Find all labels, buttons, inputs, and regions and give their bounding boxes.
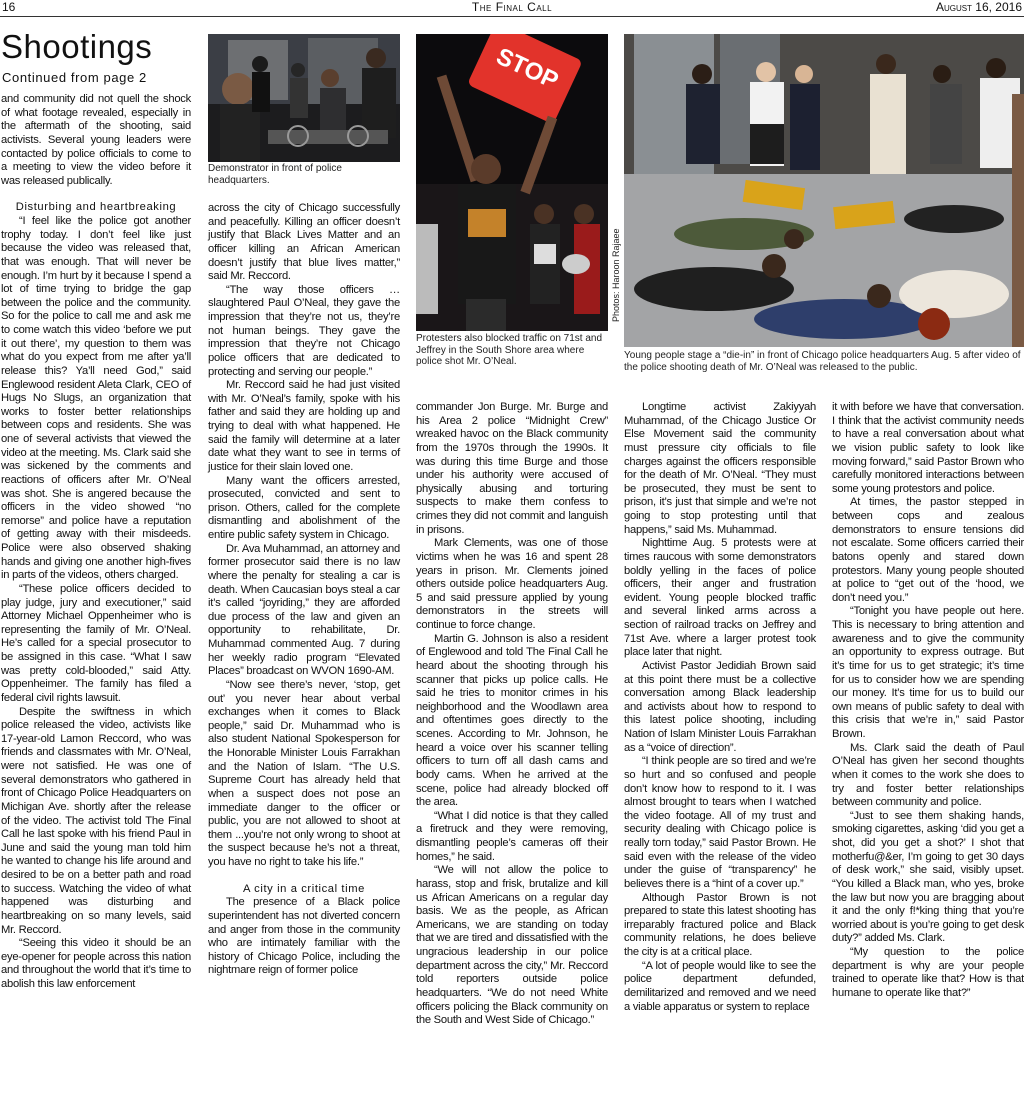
paragraph: “Now see there’s never, ‘stop, get out’ you never hear about verbal exchanges when it comes to Black people,” said Dr. Muhammad who is also student National Spokesperson for the Honorable Minister Louis Farrakhan and the Nation of Islam. “The U.S. Supreme Court has already held that when a suspect does not pose an immediate danger to the officer or public, you are not allowed to shoot at them ...you’re not only wrong to shoot at the suspect because he’s not a threat, you have no right to take his life.”	[208, 678, 400, 868]
paragraph: Nighttime Aug. 5 protests were at times raucous with some demonstrators boldly yelling in the faces of police officers, their anger and frustration evident. Young people blocked traffic and several linked arms across a section of railroad tracks on Jeffrey and 71st Ave. where a larger protest took place later that night.	[624, 537, 816, 659]
paragraph: “I think people are so tired and we’re so hurt and so confused and people don’t know how to respond to it. I was almost brought to tears when I watched the video footage. All of my trust and security dealing with Chicago police is really torn today,” said Pastor Brown. He said even with the release of the video under the guise of “transparency” he believes there is a “hint of a cover up.”	[624, 755, 816, 890]
photo-demonstrator	[208, 34, 400, 162]
paragraph: “Tonight you have people out here. This is necessary to bring attention and awareness and to give the community an opportunity to express outrage. But it’s time for us to get strategic; it’s time for us to consider how we are spending our money. It’s time for us to build our own means of public safety to deal with this crisis that we’re in,” said Pastor Brown.	[832, 605, 1024, 740]
photo-demonstrator-art	[208, 34, 400, 162]
paragraph: Mr. Reccord said he had just visited with Mr. O’Neal’s family, spoke with his father and said they are holding up and trying to deal with what happened. He said the family will determine at a later date what they want to see in terms of justice for their slain loved one.	[208, 379, 400, 473]
paragraph: commander Jon Burge. Mr. Burge and his Area 2 police “Midnight Crew” wreaked havoc on the Black community from the 1970s through the 1990s. It was during this time Burge and those under his authority were accused of physically abusing and torturing suspects to make them confess to crimes they did not commit and languish in prisons.	[416, 401, 608, 536]
article-column-4	[624, 401, 816, 1014]
paragraph: “We will not allow the police to harass, stop and frisk, brutalize and kill us African Americans on a regular day basis. We as the people, as African Americans, we are standing on today that we are tired and dissatisfied with the ungracious leadership in our police department across the city,” Mr. Reccord told reporters outside police headquarters. “We do not need White officers policing the Black community on the South and West Side of Chicago.”	[416, 864, 608, 1027]
paragraph: it with before we have that conversation. I think that the activist community needs to have a real conversation about what we vision public safety to look like moving forward,” said Pastor Brown who carefully monitored interactions between some young protestors and police.	[832, 401, 1024, 495]
photo-demonstrator-caption: Demonstrator in front of police headquarters.	[208, 163, 342, 186]
article-column-1	[1, 93, 191, 992]
continued-from-label: Continued from page 2	[2, 70, 147, 85]
issue-date: August 16, 2016	[935, 0, 1022, 14]
paragraph: “These police officers decided to play judge, jury and executioner,” said Attorney Michael Oppenheimer who is representing the family of Mr. O’Neal. He’s called for a special prosecutor to be assigned in this case. “What I saw was pretty cold-blooded,” said Atty. Oppenheimer. The family has filed a federal civil rights lawsuit.	[1, 582, 191, 704]
protest-sign-text: STOP	[492, 42, 563, 95]
paragraph: The presence of a Black police superintendent has not diverted concern and anger from those in the community who are intimately familiar with the history of Chicago Police, including the nightmare reign of former police	[208, 896, 400, 977]
paragraph: “I feel like the police got another trophy today. I don’t feel like just because the video was released that, that was enough. That will never be enough. I’m hurt by it because I spend a lot of time trying to bridge the gap between the police and the community. So for the police to call me and ask me to come watch this video ‘before we put it out there’, my question to them was what do you expect from me after ya’ll release this? Ya’ll need God,” said Englewood resident Aleta Clark, CEO of Hugs No Slugs, an organization that works to foster better relationships between cops and residents. She was one of several activists that viewed the video at the meeting. Ms. Clark said she was sickened by the comments and reactions of officers after Mr. O’Neal was shot. She is angered because the officers in the video showed “no remorse” and police have a reputation of getting away with their misdeeds. Police were also observed shaking hands and giving one another high-fives in parts of the videos, others charged.	[1, 215, 191, 582]
paragraph: “What I did notice is that they called a firetruck and they were removing, dismantling people’s cameras off their homes,” he said.	[416, 809, 608, 863]
paragraph: Mark Clements, was one of those victims when he was 16 and spent 28 years in prison. Mr. Clements joined others outside police headquarters Aug. 5 and said pressure applied by young demonstrators in the streets will continue to force change.	[416, 537, 608, 631]
masthead: The Final Call	[471, 0, 553, 14]
paragraph: Longtime activist Zakiyyah Muhammad, of the Chicago Justice Or Else Movement said the community must pressure city officials to file charges against the officers responsible for the death of Mr. O’Neal. “They must be prosecuted, they must be sent to prison, it’s just that simple and we’re not going to stop protesting until that happens,” said Ms. Muhammad.	[624, 401, 816, 536]
paragraph: and community did not quell the shock of what footage revealed, especially in the aftermath of the shooting, said activists. Several young leaders were contacted by police officials to come to a meeting to view the video before it was released publically.	[1, 93, 191, 187]
paragraph: across the city of Chicago successfully and peacefully. Killing an officer doesn’t justify that Black Lives Matter and an officer killing an African American doesn’t justify that blue lives matter,” said Mr. Reccord.	[208, 202, 400, 283]
article-column-5	[832, 401, 1024, 1001]
photo-die-in-caption: Young people stage a “die-in” in front of Chicago police headquarters Aug. 5 after video of the police shooting death of Mr. O’Neal was released to the public.	[624, 350, 1021, 373]
photo-die-in-art	[624, 34, 1024, 347]
photo-traffic-protest-art	[416, 34, 608, 331]
paragraph: Many want the officers arrested, prosecuted, convicted and sent to prison. Others, called for the complete dismantling and abolishment of the entire public safety system in Chicago.	[208, 474, 400, 541]
paragraph: Martin G. Johnson is also a resident of Englewood and told The Final Call he heard about the shooting through his scanner that picks up police calls. He said he tries to monitor crimes in his neighborhood and the Woodlawn area and oftentimes goes directly to the scenes. According to Mr. Johnson, he heard a voice over his scanner telling officers to turn off all dash cams and body cams. When he arrived at the scene, police had already blocked off the area.	[416, 632, 608, 809]
article-column-3	[416, 401, 608, 1028]
photo-credit: Photos: Haroon Rajaee	[611, 228, 621, 322]
photo-die-in	[624, 34, 1024, 347]
paragraph: “Seeing this video it should be an eye-opener for people across this nation and throughout the world that it’s time to abolish this law enforcement	[1, 937, 191, 990]
paragraph: Despite the swiftness in which police released the video, activists like 17-year-old Lamon Reccord, who was friends and classmates with Mr. O’Neal, were not satisfied. He was one of several demonstrators who gathered in front of Chicago Police Headquarters on Michigan Ave. shortly after the release of the video. The activist told The Final Call he last spoke with his friend Paul in June and said the young man told him he wanted to change his life around and desired to be on a better path and road to success. Watching the video of what happened was disturbing and heartbreaking on so many levels, said Mr. Reccord.	[1, 705, 191, 936]
article-headline: Shootings	[1, 28, 153, 65]
subhead-critical-time: A city in a critical time	[243, 882, 365, 895]
article-column-2	[208, 202, 400, 978]
paragraph: Dr. Ava Muhammad, an attorney and former prosecutor said there is no law where the penalty for stealing a car is death. When Caucasian boys steal a car it’s called “joyriding,” they are afforded due process of the law and given an opportunity to rehabilitate, Dr. Muhammad commented Aug. 7 during her weekly radio program “Elevated Places” broadcast on WVON 1690-AM.	[208, 542, 400, 678]
paragraph: Although Pastor Brown is not prepared to state this latest shooting has irreparably fractured police and Black community relations, he does believe the city is at a critical place.	[624, 891, 816, 958]
photo-traffic-protest-caption: Protesters also blocked traffic on 71st and Jeffrey in the South Shore area where police shot Mr. O’Neal.	[416, 333, 603, 367]
photo-traffic-protest	[416, 34, 608, 331]
paragraph: “A lot of people would like to see the police department defunded, demilitarized and removed and we need a viable apparatus or system to replace	[624, 959, 816, 1013]
paragraph: “Just to see them shaking hands, smoking cigarettes, asking ‘did you get a shot, did you get a shot?’ I shot that motherfu@&er, I’m going to get 30 days of desk work,” she said, visibly upset. “You killed a Black man, who yes, broke the law but now you are bragging about it and the only f!*king thing that you’re worried about is you’re going to get desk duty?” added Ms. Clark.	[832, 809, 1024, 945]
paragraph: Activist Pastor Jedidiah Brown said at this point there must be a collective conversation among Black leadership and activists about how to respond to this latest police shooting, including Nation of Islam Minister Louis Farrakhan as a “voice of direction”.	[624, 659, 816, 754]
paragraph: “My question to the police department is why are your people trained to operate like that? How is that humane to operate like that?”	[832, 946, 1024, 999]
paragraph: “The way those officers … slaughtered Paul O’Neal, they gave the impression that they’re not us, they’re not human beings. They gave the impression that they’re not Chicago police officers that are dedicated to protecting and serving our people.”	[208, 283, 400, 378]
paragraph: At times, the pastor stepped in between cops and zealous demonstrators to ensure tensions did not escalate. Some officers carried their batons openly and stared down protestors. Many young people shouted at police to “get out of the ‘hood, we don’t need you.”	[832, 496, 1024, 604]
page-header	[0, 0, 1024, 17]
subhead-disturbing: Disturbing and heartbreaking	[15, 201, 177, 214]
paragraph: Ms. Clark said the death of Paul O’Neal has given her second thoughts when it comes to the work she does to try and foster better relationships between community and police.	[832, 741, 1024, 809]
page-number: 16	[2, 0, 16, 14]
